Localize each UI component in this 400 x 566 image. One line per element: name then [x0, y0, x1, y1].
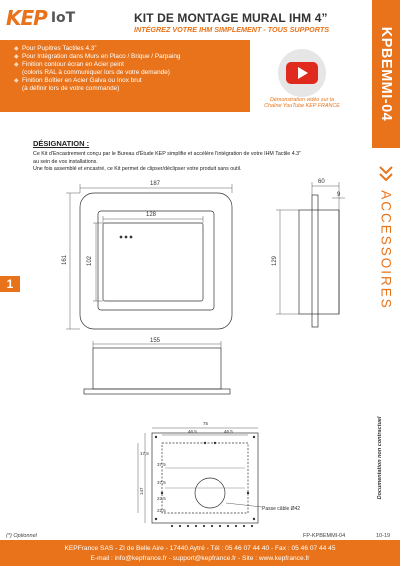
bottom-view: [84, 341, 230, 394]
dim-back-b: 46,5: [224, 429, 233, 434]
product-code: KPBEMMI-04: [378, 26, 394, 122]
side-view: [276, 182, 345, 327]
dim-side-height: 129: [272, 255, 278, 266]
logo-brand: KEP: [6, 6, 47, 30]
dim-screen-height: 102: [87, 255, 93, 266]
feature-item: ◆ Pour Pupitres Tactiles 4.3”: [14, 45, 97, 52]
bullet-icon: ◆: [14, 78, 19, 84]
bullet-icon: ◆: [14, 62, 19, 68]
dim-back-e: 22,5: [157, 496, 166, 501]
dim-back-top: 75: [203, 421, 209, 426]
dim-screen-width: 128: [146, 212, 157, 218]
page-subtitle: INTÉGREZ VOTRE IHM SIMPLEMENT - TOUS SUPPORTS: [134, 25, 330, 34]
dim-back-a: 46,5: [188, 429, 197, 434]
bullet-icon: ◆: [14, 54, 19, 60]
dim-back-height: 147: [139, 487, 144, 495]
footer-contact: KEPFrance SAS - ZI de Belle Aire - 17440 Aytré - Tél : 05 46 07 44 40 - Fax : 05 46 07 44 45 E-mail : info@kepfrance.fr - support@kepfrance.fr - Site : www.kepfrance.fr: [0, 540, 400, 566]
footer-optional-note: (*) Optionnel: [6, 533, 37, 539]
page-number-tab: 1: [0, 276, 20, 292]
logo-suffix: IoT: [50, 10, 76, 26]
feature-item: ◆ Pour Intégration dans Murs en Placo / Brique / Parpaing: [14, 53, 181, 60]
dim-back-left: 17,5: [140, 451, 149, 456]
dim-side-lip: 9: [337, 192, 341, 198]
designation-title: DÉSIGNATION :: [33, 139, 90, 148]
feature-item: ◆ Finition Boîtier en Acier Galva ou Inox brut: [14, 77, 142, 84]
dim-back-f: 22,5: [157, 508, 166, 513]
video-caption[interactable]: Démonstration vidéo sur la Chaîne YouTube KEP FRANCE: [264, 97, 340, 110]
footer-date: 10-19: [376, 533, 391, 539]
feature-item-detail: (coloris RAL à communiquer lors de votre demande): [22, 69, 170, 76]
feature-item-detail: (à définir lors de votre commande): [22, 85, 120, 92]
cable-gland-label: Passe câble Ø42: [262, 506, 301, 512]
dim-front-width: 187: [150, 181, 161, 187]
dim-back-d: 37,5: [157, 480, 166, 485]
feature-item: ◆ Finition contour écran en Acier peint: [14, 61, 124, 68]
designation-text: Ce Kit d'Encastrement conçu par le Bureau d'Étude KEP simplifie et accélère l'intégration de votre IHM Tactile 4.3” au sein de vos installations. Une fois assemblé et encastré, ce Kit permet de clipser/déclipser votre produit sans outil.: [33, 151, 301, 173]
dim-back-c: 37,5: [157, 462, 166, 467]
footer-reference: FP-KPBEMMI-04: [303, 533, 346, 539]
documentation-note: Documentation non contractuel: [377, 416, 383, 500]
product-category: ACCESSOIRES: [378, 190, 394, 310]
page-title: KIT DE MONTAGE MURAL IHM 4”: [134, 11, 328, 25]
bullet-icon: ◆: [14, 46, 19, 52]
dim-side-depth: 60: [318, 179, 325, 185]
dim-bottom-width: 155: [150, 338, 161, 344]
dim-front-height: 161: [62, 254, 68, 265]
